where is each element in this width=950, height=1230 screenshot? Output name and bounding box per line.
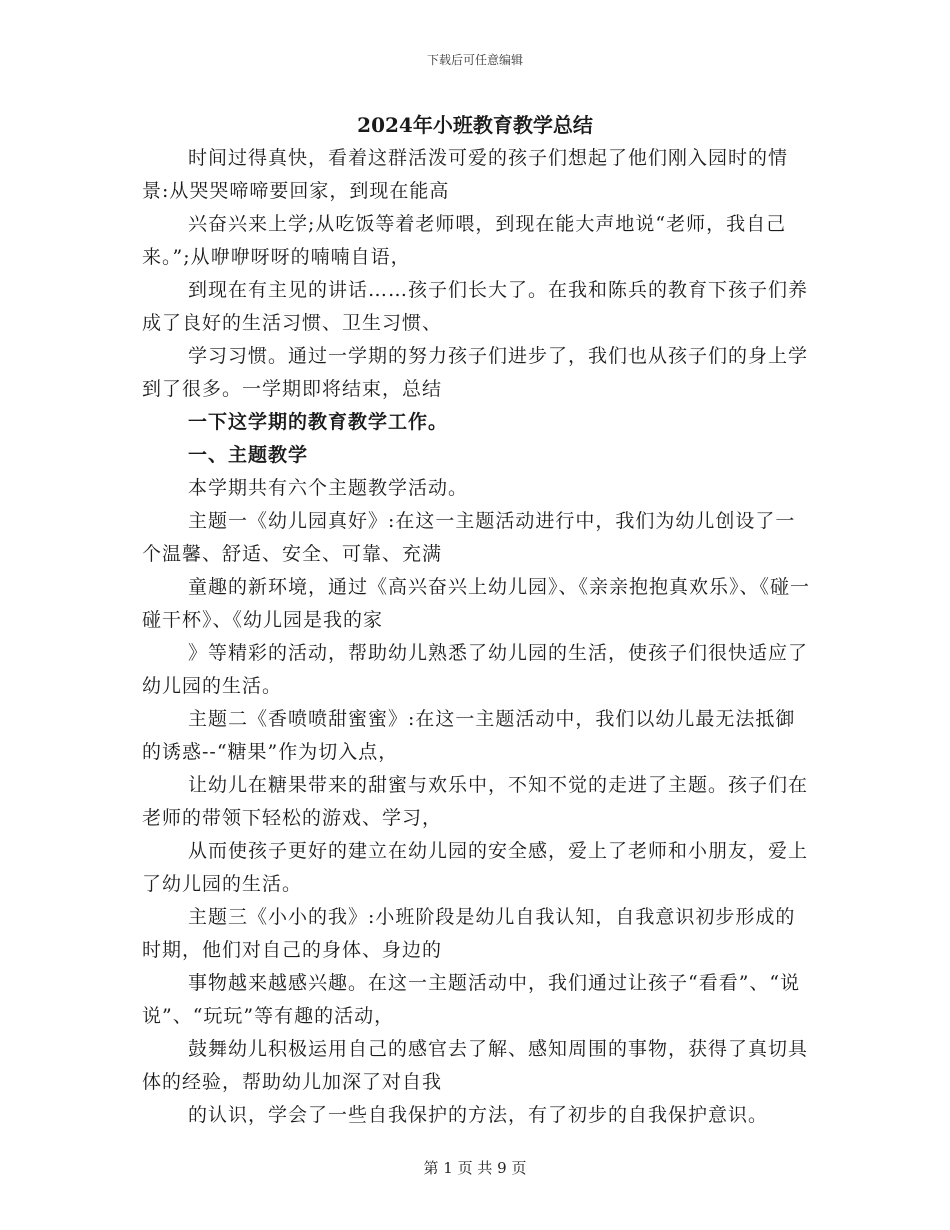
paragraph: 主题一《幼儿园真好》:在这一主题活动进行中，我们为幼儿创设了一个温馨、舒适、安全、可靠、充满 <box>142 510 796 565</box>
paragraph: 时间过得真快，看着这群活泼可爱的孩子们想起了他们刚入园时的情景:从哭哭啼啼要回家，到现在能高 <box>142 147 789 202</box>
paragraph: 》等精彩的活动，帮助幼儿熟悉了幼儿园的生活，使孩子们很快适应了幼儿园的生活。 <box>142 642 809 697</box>
paragraph: 事物越来越感兴趣。在这一主题活动中，我们通过让孩子“看看”、“说说”、“玩玩”等有趣的活动， <box>142 972 801 1027</box>
paragraph: 学习习惯。通过一学期的努力孩子们进步了，我们也从孩子们的身上学到了很多。一学期即将结束，总结 <box>142 345 809 400</box>
paragraph: 到现在有主见的讲话……孩子们长大了。在我和陈兵的教育下孩子们养成了良好的生活习惯、卫生习惯、 <box>142 279 809 334</box>
section-heading: 一、主题教学 <box>188 444 309 466</box>
paragraph: 的认识，学会了一些自我保护的方法，有了初步的自我保护意识。 <box>188 1104 769 1126</box>
paragraph: 鼓舞幼儿积极运用自己的感官去了解、感知周围的事物，获得了真切具体的经验，帮助幼儿加深了对自我 <box>142 1038 809 1093</box>
page-number: 第 1 页 共 9 页 <box>423 1159 527 1177</box>
document-title: 2024年小班教育教学总结 <box>357 113 593 137</box>
paragraph: 让幼儿在糖果带来的甜蜜与欢乐中，不知不觉的走进了主题。孩子们在老师的带领下轻松的游戏、学习， <box>142 774 809 829</box>
paragraph: 本学期共有六个主题教学活动。 <box>188 477 469 499</box>
paragraph: 兴奋兴来上学;从吃饭等着老师喂，到现在能大声地说“老师，我自己来。”;从咿咿呀呀的喃喃自语， <box>142 213 787 268</box>
page-header-note: 下载后可任意编辑 <box>426 53 523 67</box>
paragraph: 主题三《小小的我》:小班阶段是幼儿自我认知，自我意识初步形成的时期，他们对自己的身体、身边的 <box>142 906 796 961</box>
document-body <box>142 142 810 1132</box>
paragraph: 从而使孩子更好的建立在幼儿园的安全感，爱上了老师和小朋友，爱上了幼儿园的生活。 <box>142 840 809 895</box>
paragraph: 主题二《香喷喷甜蜜蜜》:在这一主题活动中，我们以幼儿最无法抵御的诱惑--“糖果”作为切入点， <box>142 708 796 763</box>
paragraph: 童趣的新环境，通过《高兴奋兴上幼儿园》、《亲亲抱抱真欢乐》、《碰一碰干杯》、《幼儿园是我的家 <box>142 576 811 631</box>
paragraph-bold: 一下这学期的教育教学工作。 <box>188 411 449 433</box>
